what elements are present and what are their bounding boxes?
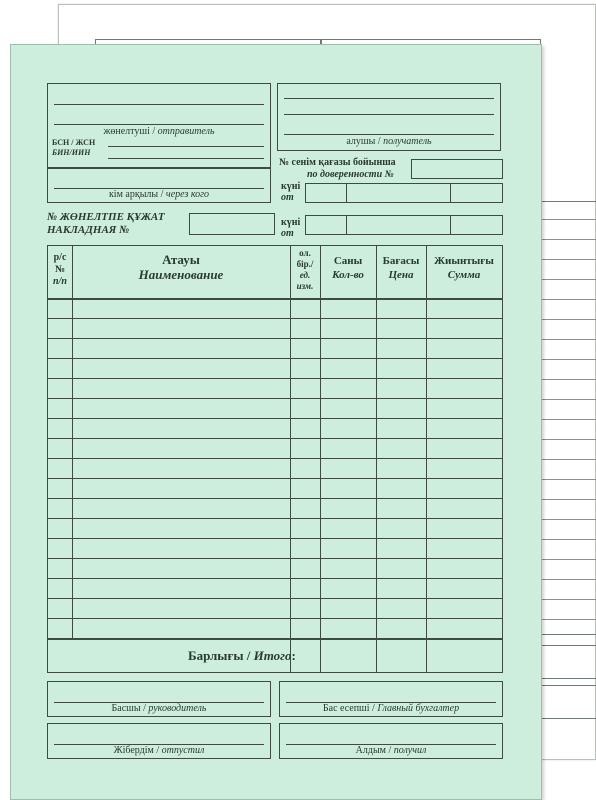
col-header-unit: ол. бір./ ед. изм.: [296, 248, 314, 291]
back-table-row-line: [541, 599, 596, 600]
issued-signature-box: [47, 723, 271, 759]
items-table: [47, 245, 503, 673]
issued-label: Жібердім / отпустил: [113, 745, 205, 756]
accountant-signature-box: [279, 681, 503, 717]
col-header-price: Бағасы Цена: [382, 255, 420, 281]
back-table-row-line: [541, 459, 596, 460]
col-header-name: Атауы Наименование: [138, 252, 224, 282]
table-row-line: [48, 558, 502, 559]
back-table-row-line: [541, 559, 596, 560]
back-sign-box-1: [541, 645, 596, 679]
table-row-line: [48, 578, 502, 579]
date1-label-ru: от: [281, 192, 294, 203]
bin-label-kz: БСН / ЖСН: [52, 138, 96, 147]
date2-label-ru: от: [281, 228, 294, 239]
table-row-line: [48, 458, 502, 459]
table-row-line: [48, 478, 502, 479]
date1-field[interactable]: [305, 183, 503, 203]
table-row-line: [48, 378, 502, 379]
back-sign-box-2: [541, 685, 596, 719]
col-header-quantity: Саны Кол-во: [332, 255, 364, 281]
table-row-line: [48, 318, 502, 319]
back-table-row-line: [541, 279, 596, 280]
table-row-line: [48, 338, 502, 339]
back-table-edge: [541, 201, 596, 635]
table-row-line: [48, 358, 502, 359]
received-label: Алдым / получил: [355, 745, 427, 756]
back-table-row-line: [541, 259, 596, 260]
date2-field[interactable]: [305, 215, 503, 235]
back-table-row-line: [541, 619, 596, 620]
table-row-line: [48, 518, 502, 519]
receiver-label: алушы / получатель: [346, 136, 432, 147]
back-table-row-line: [541, 499, 596, 500]
table-row-line: [48, 498, 502, 499]
through-label: кім арқылы / через кого: [108, 189, 210, 200]
head-label: Басшы / руководитель: [111, 703, 207, 714]
waybill-number-field[interactable]: [189, 213, 275, 235]
date2-label-kz: күні: [281, 217, 301, 228]
through-box: [47, 167, 271, 203]
head-signature-box: [47, 681, 271, 717]
waybill-form: [10, 44, 542, 800]
receiver-box: [277, 83, 501, 151]
col-header-sum: Жиынтығы Сумма: [434, 255, 494, 281]
back-table-row-line: [541, 239, 596, 240]
received-signature-box: [279, 723, 503, 759]
sender-box: [47, 83, 271, 169]
back-table-row-line: [541, 219, 596, 220]
back-table-row-line: [541, 339, 596, 340]
back-table-row-line: [541, 439, 596, 440]
back-table-row-line: [541, 399, 596, 400]
total-label: Барлығы / Итого:: [188, 648, 296, 663]
table-row-line: [48, 618, 502, 619]
poa-number-field[interactable]: [411, 159, 503, 179]
table-row-line: [48, 538, 502, 539]
back-table-row-line: [541, 419, 596, 420]
back-table-row-line: [541, 539, 596, 540]
back-table-row-line: [541, 359, 596, 360]
back-table-row-line: [541, 299, 596, 300]
table-row-line: [48, 398, 502, 399]
table-row-line: [48, 598, 502, 599]
waybill-label-kz: № ЖӨНЕЛТПЕ ҚҰЖАТ: [47, 211, 165, 223]
back-table-row-line: [541, 479, 596, 480]
back-table-row-line: [541, 579, 596, 580]
table-row-line: [48, 418, 502, 419]
poa-label-kz: № сенім қағазы бойынша: [279, 157, 396, 168]
bin-label-ru: БИН/ИИН: [52, 148, 91, 157]
waybill-label-ru: НАКЛАДНАЯ №: [47, 224, 130, 236]
back-table-row-line: [541, 319, 596, 320]
table-row-line: [48, 438, 502, 439]
back-table-row-line: [541, 519, 596, 520]
back-table-row-line: [541, 379, 596, 380]
date1-label-kz: күні: [281, 181, 301, 192]
accountant-label: Бас есепші / Главный бухгалтер: [322, 703, 460, 714]
poa-label-ru: по доверенности №: [307, 169, 394, 180]
sender-label: жөнелтуші / отправитель: [103, 126, 215, 137]
col-header-number: р/с № п/п: [53, 252, 67, 287]
